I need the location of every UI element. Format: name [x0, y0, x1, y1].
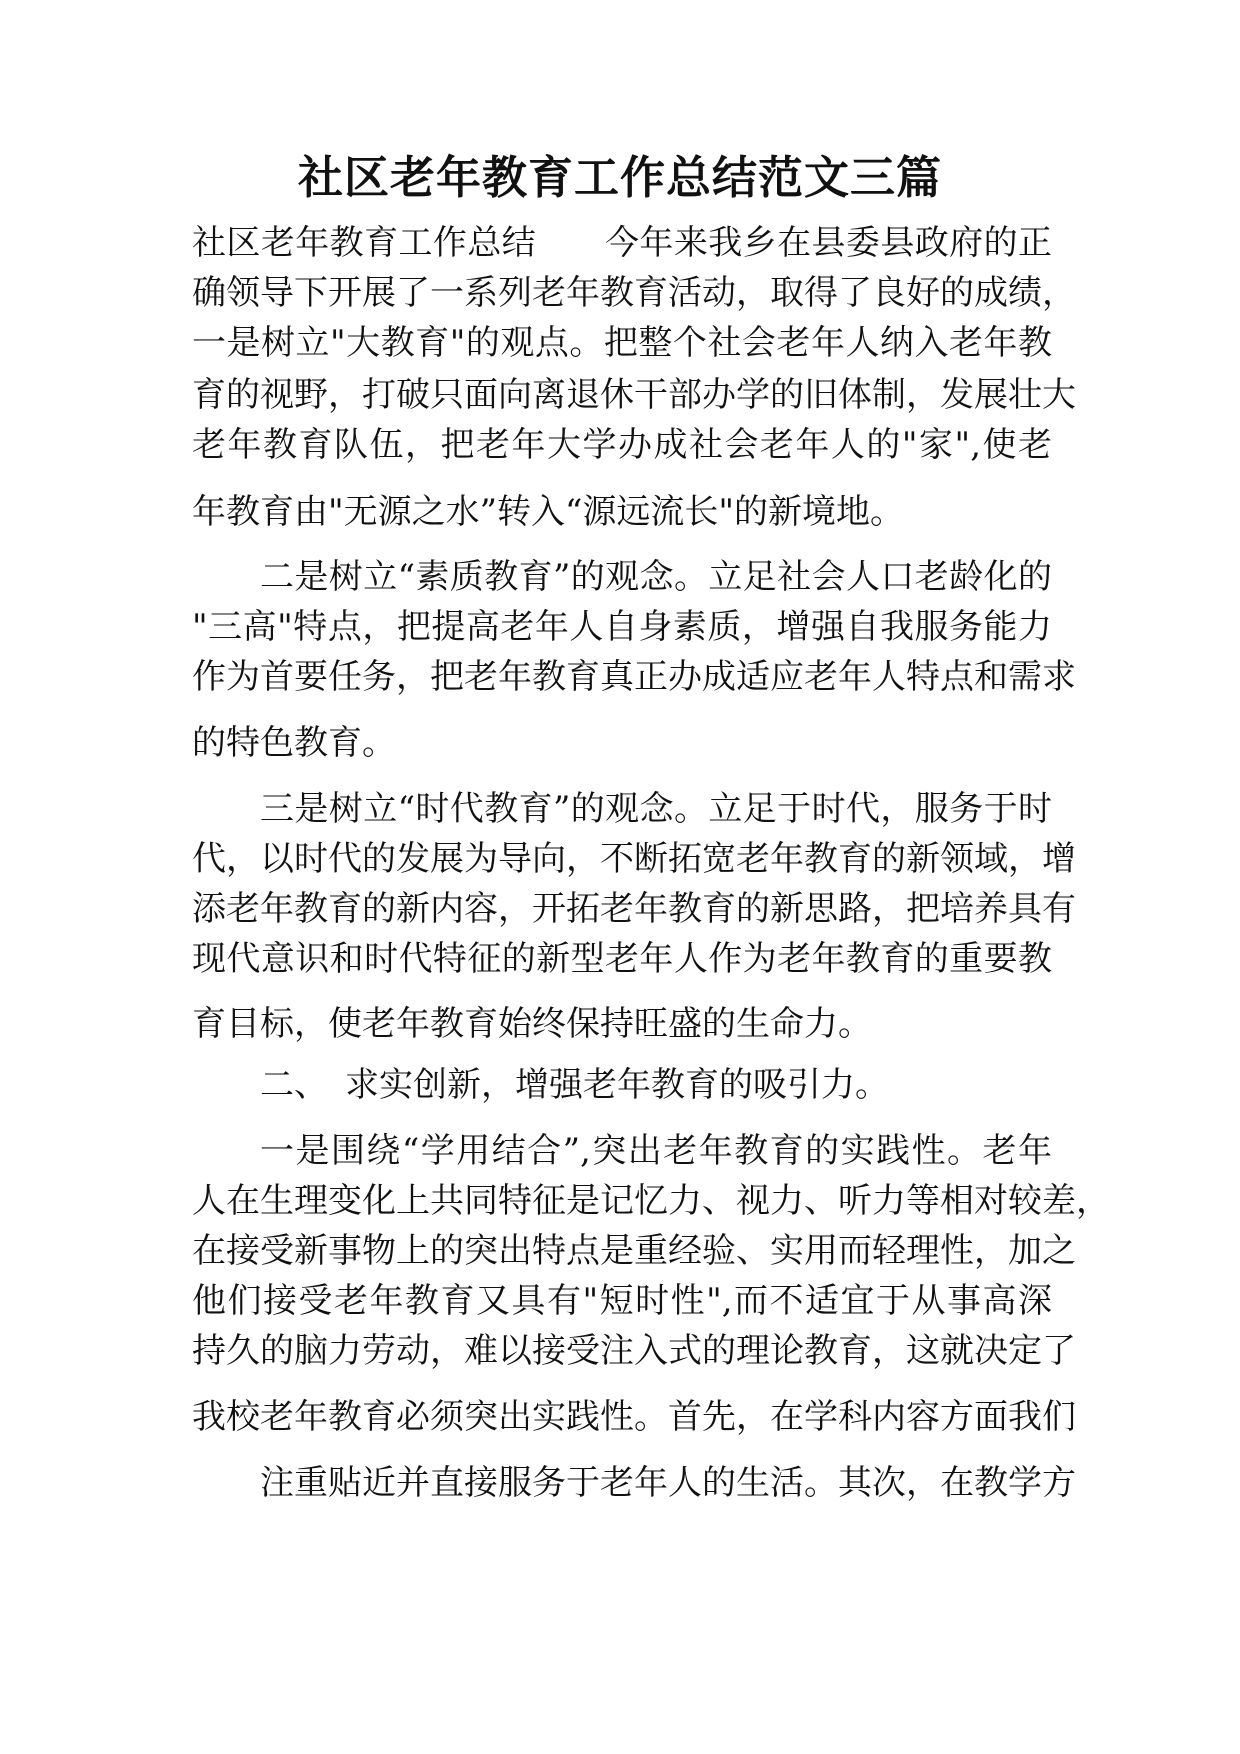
text-line: "三高"特点，把提高老年人自身素质，增强自我服务能力 — [192, 607, 1052, 647]
text-line: 添老年教育的新内容，开拓老年教育的新思路，把培养具有 — [192, 889, 1076, 929]
text-line: 老年教育队伍，把老年大学办成社会老年人的"家",使老 — [192, 425, 1052, 465]
text-line: 人在生理变化上共同特征是记忆力、视力、听力等相对较差， — [192, 1181, 1110, 1221]
text-line: 的特色教育。 — [192, 723, 396, 763]
text-line: 持久的脑力劳动，难以接受注入式的理论教育，这就决定了 — [192, 1331, 1076, 1371]
text-line: 在接受新事物上的突出特点是重经验、实用而轻理性，加之 — [192, 1231, 1076, 1271]
text-line: 年教育由"无源之水”转入“源远流长"的新境地。 — [192, 492, 905, 532]
text-line: 一是树立"大教育"的观点。把整个社会老年人纳入老年教 — [192, 323, 1052, 363]
text-line: 育目标，使老年教育始终保持旺盛的生命力。 — [192, 1004, 872, 1044]
text-line: 我校老年教育必须突出实践性。首先，在学科内容方面我们 — [192, 1397, 1076, 1437]
document-title: 社区老年教育工作总结范文三篇 — [297, 151, 942, 204]
text-line: 注重贴近并直接服务于老年人的生活。其次，在教学方 — [260, 1463, 1076, 1503]
text-line: 确领导下开展了一系列老年教育活动，取得了良好的成绩， — [192, 273, 1076, 313]
text-line: 代，以时代的发展为导向，不断拓宽老年教育的新领域，增 — [192, 839, 1076, 879]
text-line: 二是树立“素质教育”的观念。立足社会人口老龄化的 — [260, 557, 1052, 597]
text-line: 作为首要任务，把老年教育真正办成适应老年人特点和需求 — [192, 657, 1076, 697]
text-line: 育的视野，打破只面向离退休干部办学的旧体制，发展壮大 — [192, 375, 1076, 415]
text-line: 他们接受老年教育又具有"短时性",而不适宜于从事高深 — [192, 1281, 1052, 1321]
text-line: 一是围绕“学用结合”,突出老年教育的实践性。老年 — [260, 1131, 1052, 1171]
text-line: 三是树立“时代教育”的观念。立足于时代，服务于时 — [260, 789, 1052, 829]
section-heading: 二、 求实创新，增强老年教育的吸引力。 — [260, 1065, 889, 1105]
text-line: 现代意识和时代特征的新型老年人作为老年教育的重要教 — [192, 939, 1052, 979]
text-line: 社区老年教育工作总结 今年来我乡在县委县政府的正 — [192, 223, 1052, 263]
